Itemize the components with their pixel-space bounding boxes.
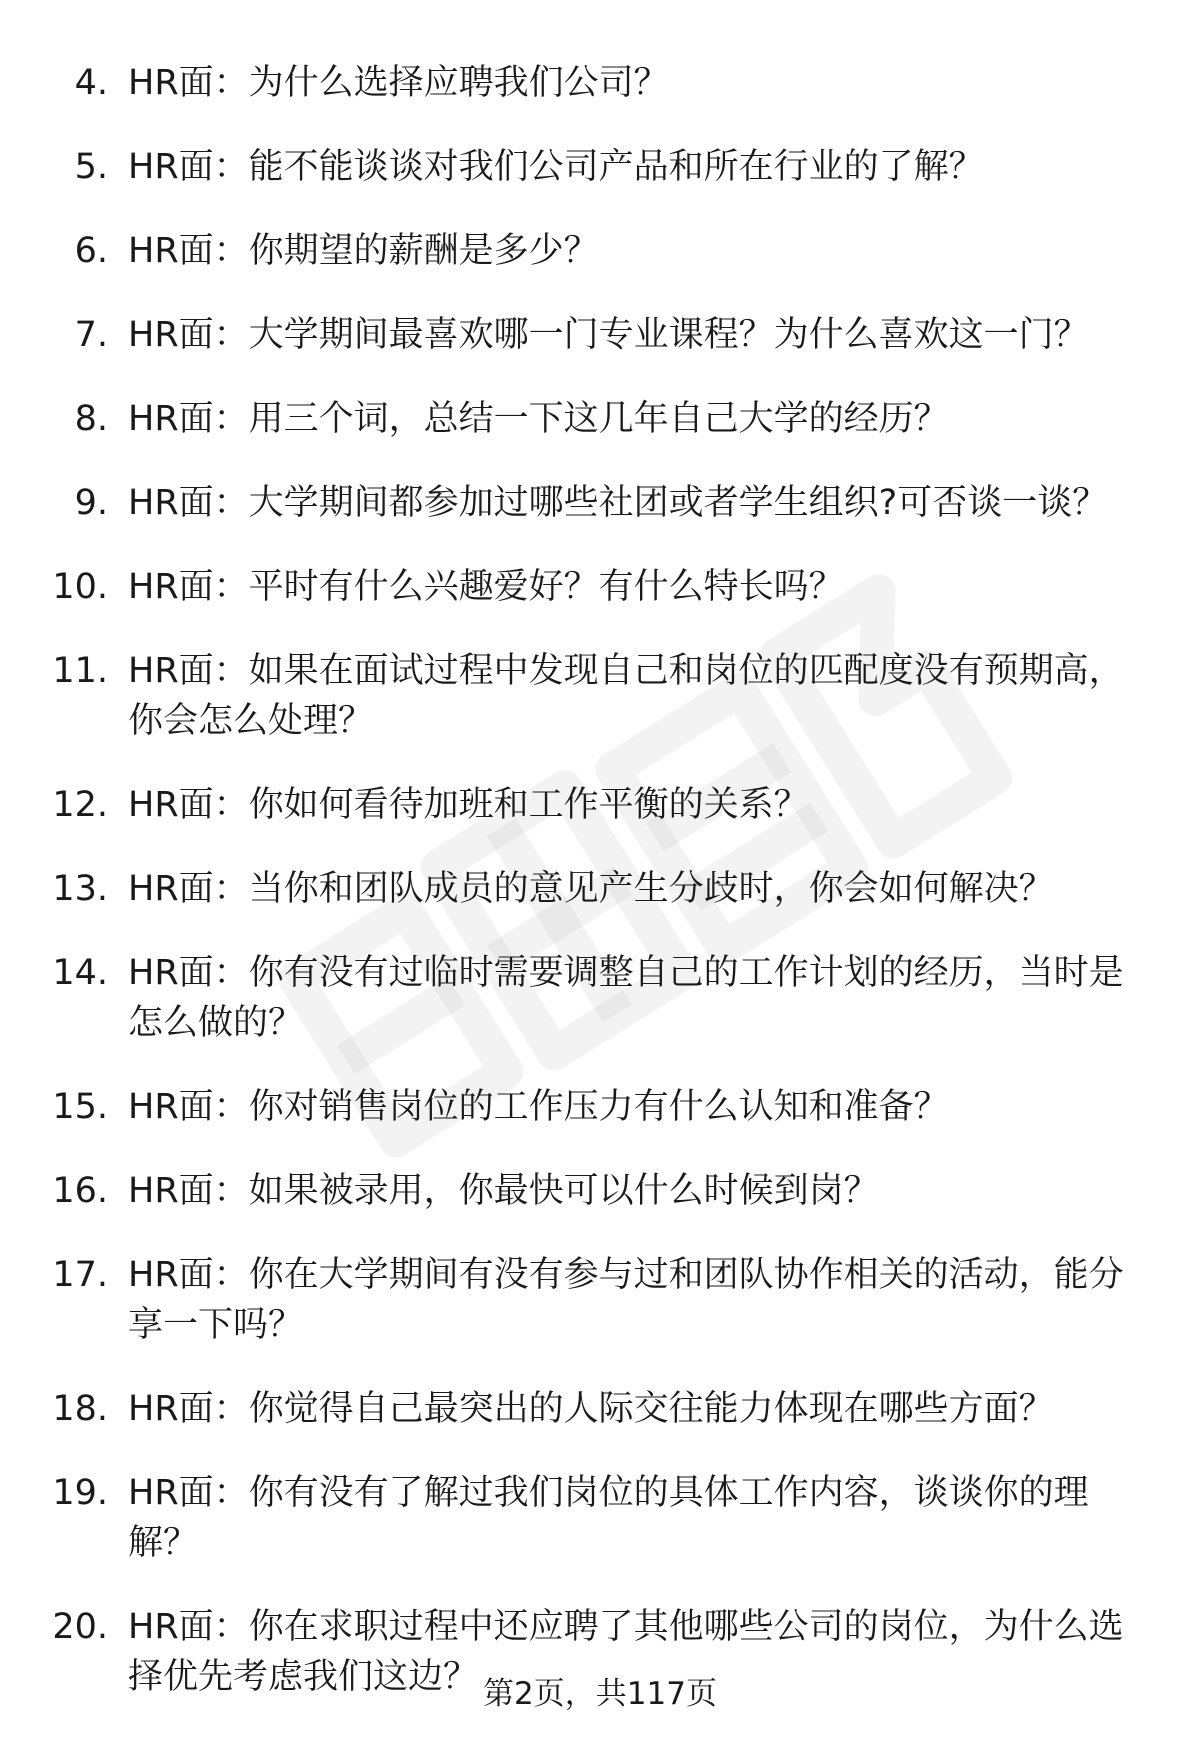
question-text: HR面：如果在面试过程中发现自己和岗位的匹配度没有预期高，你会怎么处理？ — [128, 651, 1124, 741]
question-text: HR面：为什么选择应聘我们公司？ — [128, 63, 669, 103]
question-number: 7. — [74, 315, 108, 355]
question-number: 11. — [52, 651, 108, 691]
question-number: 9. — [74, 483, 108, 523]
question-number: 19. — [52, 1473, 108, 1513]
question-number: 13. — [52, 869, 108, 909]
question-text: HR面：你有没有过临时需要调整自己的工作计划的经历，当时是怎么做的？ — [128, 953, 1124, 1043]
question-text: HR面：你有没有了解过我们岗位的具体工作内容，谈谈你的理解？ — [128, 1473, 1089, 1563]
list-item — [0, 948, 1200, 1048]
question-text: HR面：当你和团队成员的意见产生分歧时，你会如何解决？ — [128, 869, 1054, 909]
question-number: 5. — [74, 147, 108, 187]
question-list — [0, 58, 1200, 1736]
question-number: 10. — [52, 567, 108, 607]
question-text: HR面：你如何看待加班和工作平衡的关系？ — [128, 785, 809, 825]
question-number: 14. — [52, 953, 108, 993]
list-item — [0, 1468, 1200, 1568]
question-text: HR面：能不能谈谈对我们公司产品和所在行业的了解？ — [128, 147, 984, 187]
question-text: HR面：用三个词，总结一下这几年自己大学的经历？ — [128, 399, 949, 439]
question-number: 4. — [74, 63, 108, 103]
question-text: HR面：你觉得自己最突出的人际交往能力体现在哪些方面？ — [128, 1389, 1054, 1429]
question-text: HR面：你对销售岗位的工作压力有什么认知和准备？ — [128, 1087, 949, 1127]
list-item — [0, 562, 1200, 612]
list-item — [0, 226, 1200, 276]
question-number: 15. — [52, 1087, 108, 1127]
page-footer: 第2页，共117页 — [483, 1676, 717, 1712]
question-number: 16. — [52, 1171, 108, 1211]
question-number: 18. — [52, 1389, 108, 1429]
list-item — [0, 394, 1200, 444]
question-text: HR面：你在大学期间有没有参与过和团队协作相关的活动，能分享一下吗？ — [128, 1255, 1124, 1345]
list-item — [0, 310, 1200, 360]
question-text: HR面：如果被录用，你最快可以什么时候到岗？ — [128, 1171, 879, 1211]
question-text: HR面：大学期间最喜欢哪一门专业课程？为什么喜欢这一门？ — [128, 315, 1089, 355]
list-item — [0, 1384, 1200, 1434]
question-number: 6. — [74, 231, 108, 271]
list-item — [0, 780, 1200, 830]
question-text: HR面：你期望的薪酬是多少？ — [128, 231, 599, 271]
question-number: 17. — [52, 1255, 108, 1295]
question-number: 8. — [74, 399, 108, 439]
list-item — [0, 646, 1200, 746]
list-item — [0, 864, 1200, 914]
question-text: HR面：平时有什么兴趣爱好？有什么特长吗？ — [128, 567, 844, 607]
question-text: HR面：大学期间都参加过哪些社团或者学生组织?可否谈一谈？ — [128, 483, 1108, 523]
list-item — [0, 58, 1200, 108]
question-text: HR面：你在求职过程中还应聘了其他哪些公司的岗位，为什么选择优先考虑我们这边？ — [128, 1607, 1124, 1697]
list-item — [0, 478, 1200, 528]
list-item — [0, 1166, 1200, 1216]
list-item — [0, 1082, 1200, 1132]
question-number: 20. — [52, 1607, 108, 1647]
list-item — [0, 142, 1200, 192]
list-item — [0, 1250, 1200, 1350]
question-number: 12. — [52, 785, 108, 825]
